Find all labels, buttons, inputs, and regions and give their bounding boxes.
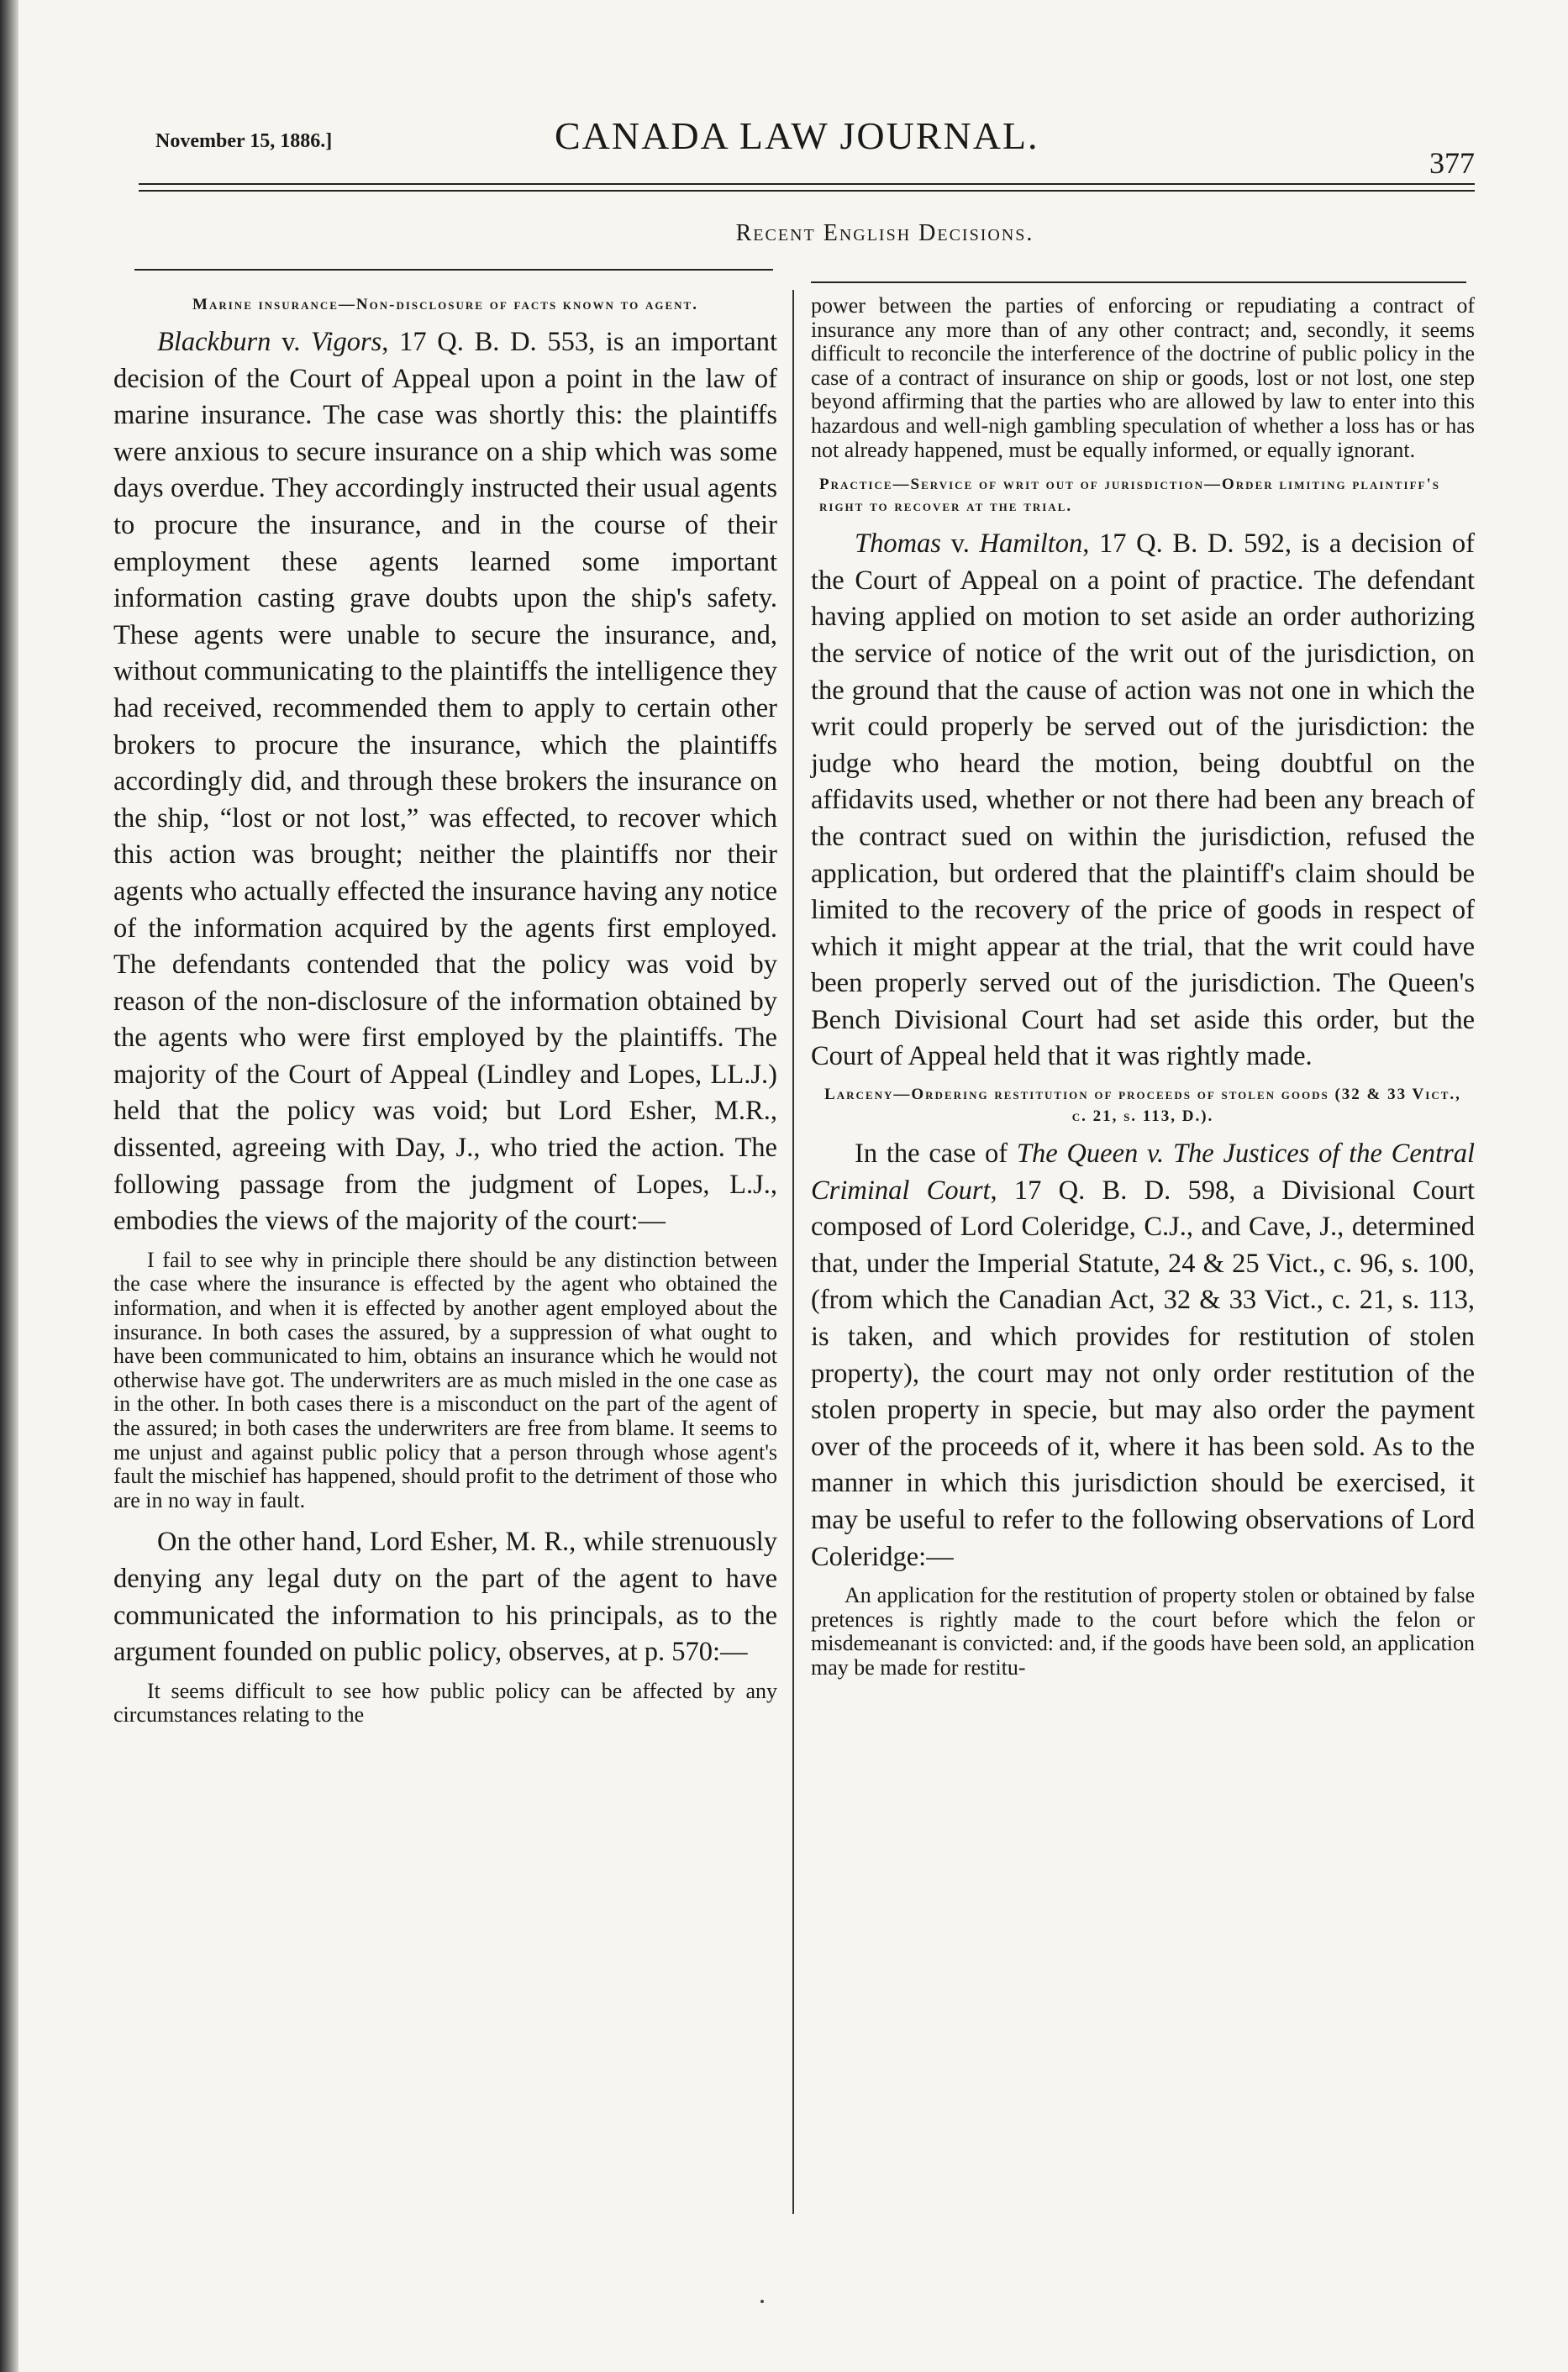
versus: v. xyxy=(271,327,312,357)
versus: v. xyxy=(940,529,980,560)
paragraph-text: , 17 Q. B. D. 553, is an important decision of the Court of Appeal upon a point in the law of marine insurance. The case was shortly this: the plaintiffs were anxious to secure insurance on a ship which was some days overdue. They accordingly instructed their usual agents to procure the insurance, and in the course of their employment these agents learned some important information casting grave doubts upon the ship's safety. These agents were unable to secure the insurance, and, without communicating to the plaintiffs the intelligence they had received, recommended them to apply to certain other brokers to procure the insurance, which the plaintiffs accordingly did, and through these brokers the insurance on the ship, “lost or not lost,” was effected, to recover which this action was brought; neither the plaintiffs nor their agents who actually effected the insurance having any notice of the information acquired by the agents first employed. The defendants contended that the policy was void by reason of the non-disclosure of the information obtained by the agents who were first employed by the plaintiffs. The majority of the Court of Appeal (Lindley and Lopes, LL.J.) held that the policy was void; but Lord Esher, M.R., dissented, agreeing with Day, J., who tried the action. The following passage from the judgment of Lopes, L.J., embodies the views of the majority of the court:— xyxy=(113,327,777,1237)
section-rule-right xyxy=(811,281,1466,283)
larceny-heading: Larceny—Ordering restitution of proceeds of stolen goods (32 & 33 Vict., c. 21, s. 113, D.). xyxy=(824,1086,1461,1126)
case-name: Thomas xyxy=(855,529,941,560)
esher-paragraph: On the other hand, Lord Esher, M. R., while strenuously denying any legal duty on the part of the agent to have communicated the information to his principals, as to the argument founded on public policy, observes, at p. 570:— xyxy=(113,1527,777,1668)
section-rule-left xyxy=(134,269,773,271)
page-speck xyxy=(760,2300,764,2303)
page-number: 377 xyxy=(1429,146,1475,180)
paragraph-text: , 17 Q. B. D. 592, is a decision of the Court of Appeal on a point of practice. The defendant having applied on motion to set aside an order authorizing the service of notice of the writ out of the jurisdiction, on the ground that the cause of action was not one in which the writ could properly be served out of the jurisdiction: the judge who heard the motion, being doubtful on the affidavits used, whether or not there had been any breach of the contract sued on within the jurisdiction, refused the application, but ordered that the plaintiff's claim should be limited to the recovery of the price of goods in respect of which it might appear at the trial, that the writ could have been properly served out of the jurisdiction. The Queen's Bench Divisional Court had set aside this order, but the Court of Appeal held that it was rightly made. xyxy=(811,529,1475,1072)
queen-paragraph xyxy=(811,1136,1475,1575)
esher-quote-continued: power between the parties of enforcing or repudiating a contract of insurance any more than of any other contract; and, secondly, it seems difficult to reconcile the interference of the doctrine of public policy in the case of a contract of insurance on ship or goods, lost or not lost, one step beyond affirming that the parties who are allowed by law to enter into this hazardous and well-nigh gambling speculation of whether a loss has or has not already happened, must be equally informed, or equally ignorant. xyxy=(811,293,1475,462)
journal-title: CANADA LAW JOURNAL. xyxy=(555,114,1039,157)
paragraph-text: , 17 Q. B. D. 598, a Divisional Court composed of Lord Coleridge, C.J., and Cave, J., determined that, under the Imperial Statute, 24 & 25 Vict., c. 96, s. 100, (from which the Canadian Act, 32 & 33 Vict., c. 21, s. 113, is taken, and which provides for restitution of stolen property), the court may not only order restitution of the stolen property in specie, but may also order the payment over of the proceeds of it, where it has been sold. As to the manner in which this jurisdiction should be exercised, it may be useful to refer to the following observations of Lord Coleridge:— xyxy=(811,1175,1475,1572)
case-name: Blackburn xyxy=(157,327,271,357)
blackburn-paragraph xyxy=(113,324,777,1240)
section-title: Recent English Decisions. xyxy=(735,220,1034,246)
page-header xyxy=(155,113,1475,181)
paragraph-intro: In the case of xyxy=(855,1139,1017,1170)
case-name: Hamilton xyxy=(979,529,1083,560)
header-rule-bottom xyxy=(139,190,1475,192)
lopes-quote: I fail to see why in principle there should be any distinction between the case where the insurance is effected by the agent who obtained the information, and when it is effected by another agent employed about the insurance. In both cases the assured, by a suppression of what ought to have been communicated to him, obtains an insurance which he would not otherwise have got. The underwriters are as much misled in the one case as in the other. In both cases there is a misconduct on the part of the agent of the assured; in both cases the underwriters are free from blame. It seems to me unjust and against public policy that a person through whose agent's fault the mischief has happened, should profit to the detriment of those who are in no way in fault. xyxy=(113,1247,777,1512)
header-rule-top xyxy=(139,183,1475,185)
issue-date: November 15, 1886.] xyxy=(155,130,333,152)
practice-heading: Practice—Service of writ out of jurisdiction—Order limiting plaintiff's right to recover at the trial. xyxy=(819,476,1440,516)
case-name: Vigors xyxy=(311,327,382,357)
coleridge-quote: An application for the restitution of property stolen or obtained by false pretences is rightly made to the court before which the felon or misdemeanant is convicted: and, if the goods have been sold, an application may be made for restitu- xyxy=(811,1583,1475,1680)
column-divider xyxy=(792,290,794,2214)
left-column xyxy=(113,294,777,1739)
thomas-paragraph xyxy=(811,526,1475,1076)
right-column xyxy=(811,294,1475,1692)
marine-insurance-heading: Marine insurance—Non-disclosure of facts known to agent. xyxy=(192,296,698,313)
case-name: The Queen v. The Justices of the Central Criminal Court xyxy=(811,1139,1475,1206)
page-binding-edge xyxy=(0,0,18,2372)
esher-quote-start: It seems difficult to see how public policy can be affected by any circumstances relating to the xyxy=(113,1678,777,1728)
